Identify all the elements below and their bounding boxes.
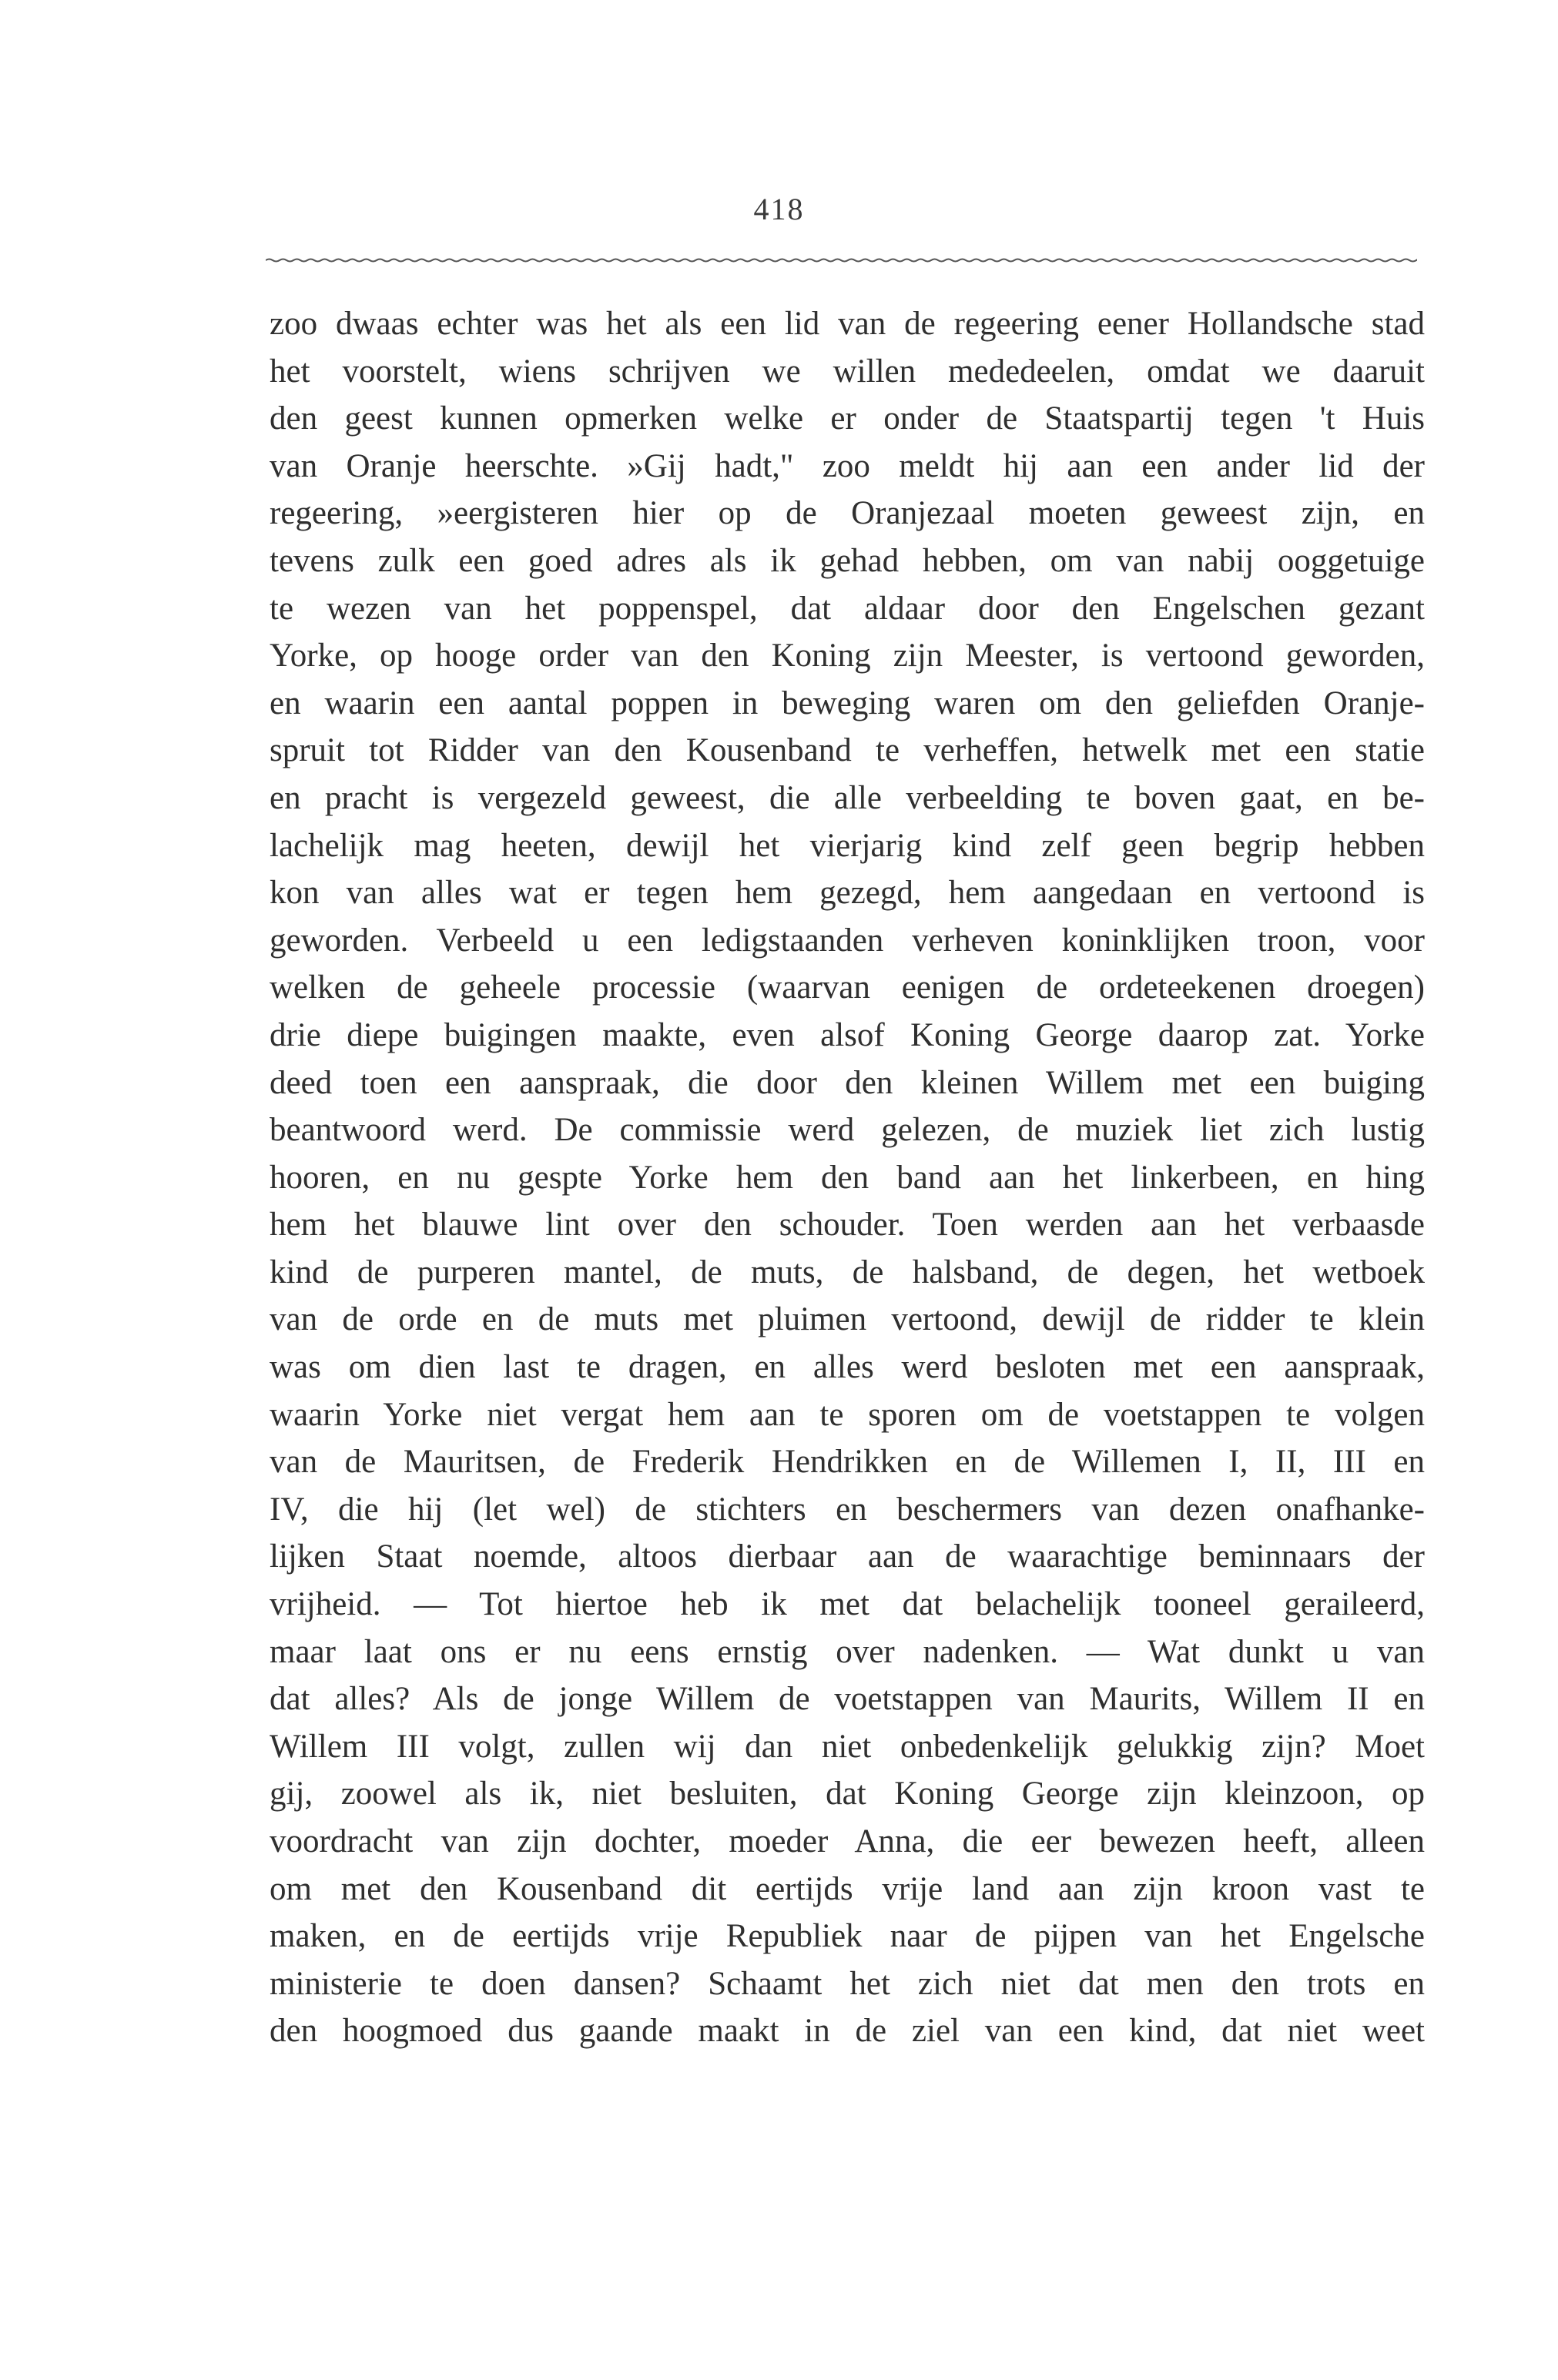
text-line: gij, zoowel als ik, niet besluiten, dat Koning George zijn kleinzoon, op — [270, 1776, 1425, 1813]
text-line: den geest kunnen opmerken welke er onder de Staatspartij tegen 't Huis — [270, 400, 1425, 437]
text-line: het voorstelt, wiens schrijven we willen mededeelen, omdat we daaruit — [270, 353, 1425, 390]
text-line: maken, en de eertijds vrije Republiek naar de pijpen van het Engelsche — [270, 1918, 1425, 1955]
text-line: lachelijk mag heeten, dewijl het vierjarig kind zelf geen begrip hebben — [270, 827, 1425, 864]
decorative-wavy-rule — [266, 253, 1417, 268]
body-text — [270, 300, 1425, 2055]
text-line: van de Mauritsen, de Frederik Hendrikken en de Willemen I, II, III en — [270, 1444, 1425, 1481]
text-line: geworden. Verbeeld u een ledigstaanden verheven koninklijken troon, voor — [270, 922, 1425, 959]
text-line: kon van alles wat er tegen hem gezegd, hem aangedaan en vertoond is — [270, 875, 1425, 912]
text-line: beantwoord werd. De commissie werd gelezen, de muziek liet zich lustig — [270, 1112, 1425, 1149]
text-line: Yorke, op hooge order van den Koning zijn Meester, is vertoond geworden, — [270, 638, 1425, 675]
text-line: regeering, »eergisteren hier op de Oranjezaal moeten geweest zijn, en — [270, 495, 1425, 532]
text-line: van de orde en de muts met pluimen vertoond, dewijl de ridder te klein — [270, 1301, 1425, 1338]
text-line: hem het blauwe lint over den schouder. Toen werden aan het verbaasde — [270, 1207, 1425, 1244]
text-line: Willem III volgt, zullen wij dan niet onbedenkelijk gelukkig zijn? Moet — [270, 1728, 1425, 1765]
text-line: lijken Staat noemde, altoos dierbaar aan de waarachtige beminnaars der — [270, 1538, 1425, 1575]
text-line: hooren, en nu gespte Yorke hem den band aan het linkerbeen, en hing — [270, 1159, 1425, 1196]
text-line: deed toen een aanspraak, die door den kleinen Willem met een buiging — [270, 1064, 1425, 1101]
text-line: van Oranje heerschte. »Gij hadt," zoo meldt hij aan een ander lid der — [270, 447, 1425, 484]
text-line: waarin Yorke niet vergat hem aan te sporen om de voetstappen te volgen — [270, 1396, 1425, 1433]
text-line: kind de purperen mantel, de muts, de halsband, de degen, het wetboek — [270, 1254, 1425, 1290]
text-line: drie diepe buigingen maakte, even alsof Koning George daarop zat. Yorke — [270, 1016, 1425, 1053]
text-line: maar laat ons er nu eens ernstig over nadenken. — Wat dunkt u van — [270, 1633, 1425, 1670]
text-line: welken de geheele processie (waarvan eenigen de ordeteekenen droegen) — [270, 969, 1425, 1006]
text-line: en pracht is vergezeld geweest, die alle verbeelding te boven gaat, en be- — [270, 779, 1425, 816]
text-line: tevens zulk een goed adres als ik gehad hebben, om van nabij ooggetuige — [270, 542, 1425, 579]
page-number: 418 — [753, 192, 805, 226]
text-line: spruit tot Ridder van den Kousenband te verheffen, hetwelk met een statie — [270, 732, 1425, 769]
text-line: den hoogmoed dus gaande maakt in de ziel van een kind, dat niet weet — [270, 2013, 1425, 2050]
text-line: voordracht van zijn dochter, moeder Anna, die eer bewezen heeft, alleen — [270, 1823, 1425, 1859]
text-line: vrijheid. — Tot hiertoe heb ik met dat belachelijk tooneel geraileerd, — [270, 1586, 1425, 1623]
text-line: en waarin een aantal poppen in beweging waren om den geliefden Oranje- — [270, 685, 1425, 721]
text-line: dat alles? Als de jonge Willem de voetstappen van Maurits, Willem II en — [270, 1681, 1425, 1718]
text-line: zoo dwaas echter was het als een lid van de regeering eener Hollandsche stad — [270, 306, 1425, 342]
text-line: was om dien last te dragen, en alles werd besloten met een aanspraak, — [270, 1349, 1425, 1386]
text-line: IV, die hij (let wel) de stichters en beschermers van dezen onafhanke- — [270, 1491, 1425, 1528]
text-line: te wezen van het poppenspel, dat aldaar door den Engelschen gezant — [270, 590, 1425, 627]
text-line: ministerie te doen dansen? Schaamt het zich niet dat men den trots en — [270, 1965, 1425, 2002]
text-line: om met den Kousenband dit eertijds vrije land aan zijn kroon vast te — [270, 1870, 1425, 1907]
